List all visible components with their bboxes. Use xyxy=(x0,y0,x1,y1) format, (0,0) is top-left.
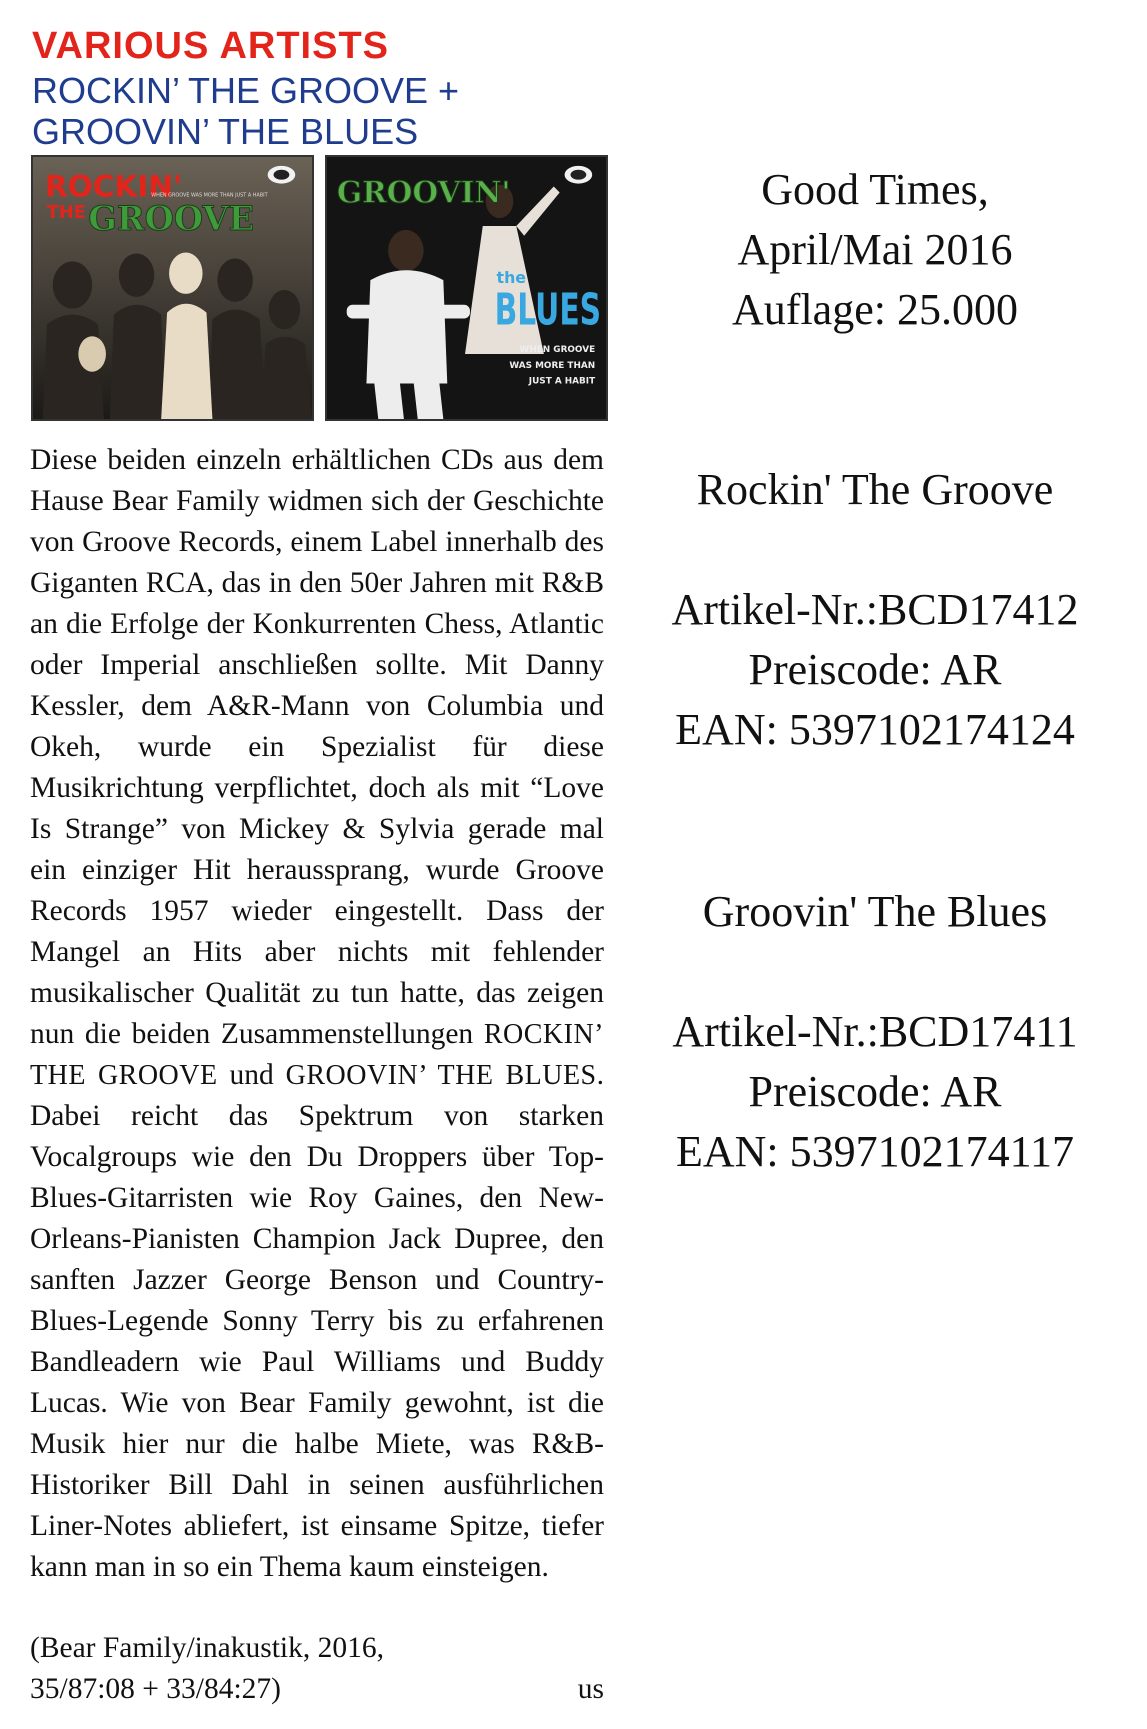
cover2-tag1: WHEN GROOVE xyxy=(519,345,596,356)
cover2-tag3: JUST A HABIT xyxy=(528,376,596,387)
cover1-word1: ROCKIN' xyxy=(44,169,183,204)
product2-article: Artikel-Nr.:BCD17411 xyxy=(672,1007,1078,1056)
cover1-logo-icon xyxy=(268,166,296,184)
product1-price: Preiscode: AR xyxy=(748,645,1002,694)
artist-heading: VARIOUS ARTISTS xyxy=(32,25,390,67)
review-caps-title2: GROOVIN’ THE BLUES xyxy=(285,1060,597,1091)
product2-title: Groovin' The Blues xyxy=(702,887,1048,936)
cover2-word3: BLUES xyxy=(494,285,602,336)
cover2-tag2: WAS MORE THAN xyxy=(509,360,596,371)
product1-title: Rockin' The Groove xyxy=(696,465,1054,514)
album-title-line1: ROCKIN’ THE GROOVE + xyxy=(32,70,460,111)
product2-info xyxy=(630,882,1120,1182)
credits-line1: (Bear Family/inakustik, 2016, xyxy=(30,1632,384,1664)
cover2-word2: the xyxy=(496,268,527,288)
cover2-logo-icon xyxy=(565,166,593,184)
cover1-word3: GROOVE xyxy=(88,198,255,238)
cover1-word2: THE xyxy=(46,203,86,224)
cover-rockin-the-groove xyxy=(31,155,314,421)
review-body xyxy=(30,440,604,1588)
publication-info xyxy=(630,160,1120,340)
publication-issue: April/Mai 2016 xyxy=(737,225,1013,274)
review-part3: . Dabei reicht das Spektrum von starken Vocalgroups wie den Du Droppers über Top-Blues-Gitarristen wie Roy Gaines, den New-Orleans-Pianisten Champion Jack Dupree, den sanften Jazzer George Benson und Country-Blues-Legende Sonny Terry bis zu erfahrenen Bandleadern wie Paul Williams und Buddy Lucas. Wie von Bear Family gewohnt, ist die Musik hier nur die halbe Miete, was R&B-Historiker Bill Dahl in seinen ausführlichen Liner-Notes abliefert, ist einsame Spitze, tiefer kann man in so ein Thema kaum einsteigen. xyxy=(30,1059,604,1583)
album-titles xyxy=(32,70,592,152)
cover-groovin-the-blues xyxy=(325,155,608,421)
cover1-art xyxy=(33,157,312,419)
review-caps-title1: ROCKIN’ THE GROOVE xyxy=(30,1019,604,1091)
cover2-word1: GROOVIN' xyxy=(336,174,511,210)
review-credits xyxy=(30,1628,604,1710)
review-author: us xyxy=(577,1673,604,1705)
credits-line2: 35/87:08 + 33/84:27) xyxy=(30,1673,281,1705)
publication-circulation: Auflage: 25.000 xyxy=(732,285,1018,334)
product2-ean: EAN: 5397102174117 xyxy=(675,1127,1075,1176)
product1-article: Artikel-Nr.:BCD17412 xyxy=(671,585,1079,634)
product2-price: Preiscode: AR xyxy=(748,1067,1002,1116)
cover1-tagline: WHEN GROOVE WAS MORE THAN JUST A HABIT xyxy=(151,192,268,199)
review-part1: Diese beiden einzeln erhältlichen CDs aus dem Hause Bear Family widmen sich der Geschichte von Groove Records, einem Label innerhalb des Giganten RCA, das in den 50er Jahren mit R&B an die Erfolge der Konkurrenten Chess, Atlantic oder Imperial anschließen sollte. Mit Danny Kessler, dem A&R-Mann von Columbia und Okeh, wurde ein Spezialist für diese Musikrichtung verpflichtet, doch als mit “Love Is Strange” von Mickey & Sylvia gerade mal ein einziger Hit heraussprang, wurde Groove Records 1957 wieder eingestellt. Dass der Mangel an Hits aber nichts mit fehlender musikalischer Qualität zu tun hatte, das zeigen nun die beiden Zusammenstellungen xyxy=(30,444,604,1050)
publication-name: Good Times, xyxy=(761,165,989,214)
review-part2: und xyxy=(217,1059,286,1091)
cover2-art xyxy=(327,157,606,419)
product1-info xyxy=(630,460,1120,760)
album-title-line2: GROOVIN’ THE BLUES xyxy=(32,111,419,152)
product1-ean: EAN: 5397102174124 xyxy=(675,705,1075,754)
